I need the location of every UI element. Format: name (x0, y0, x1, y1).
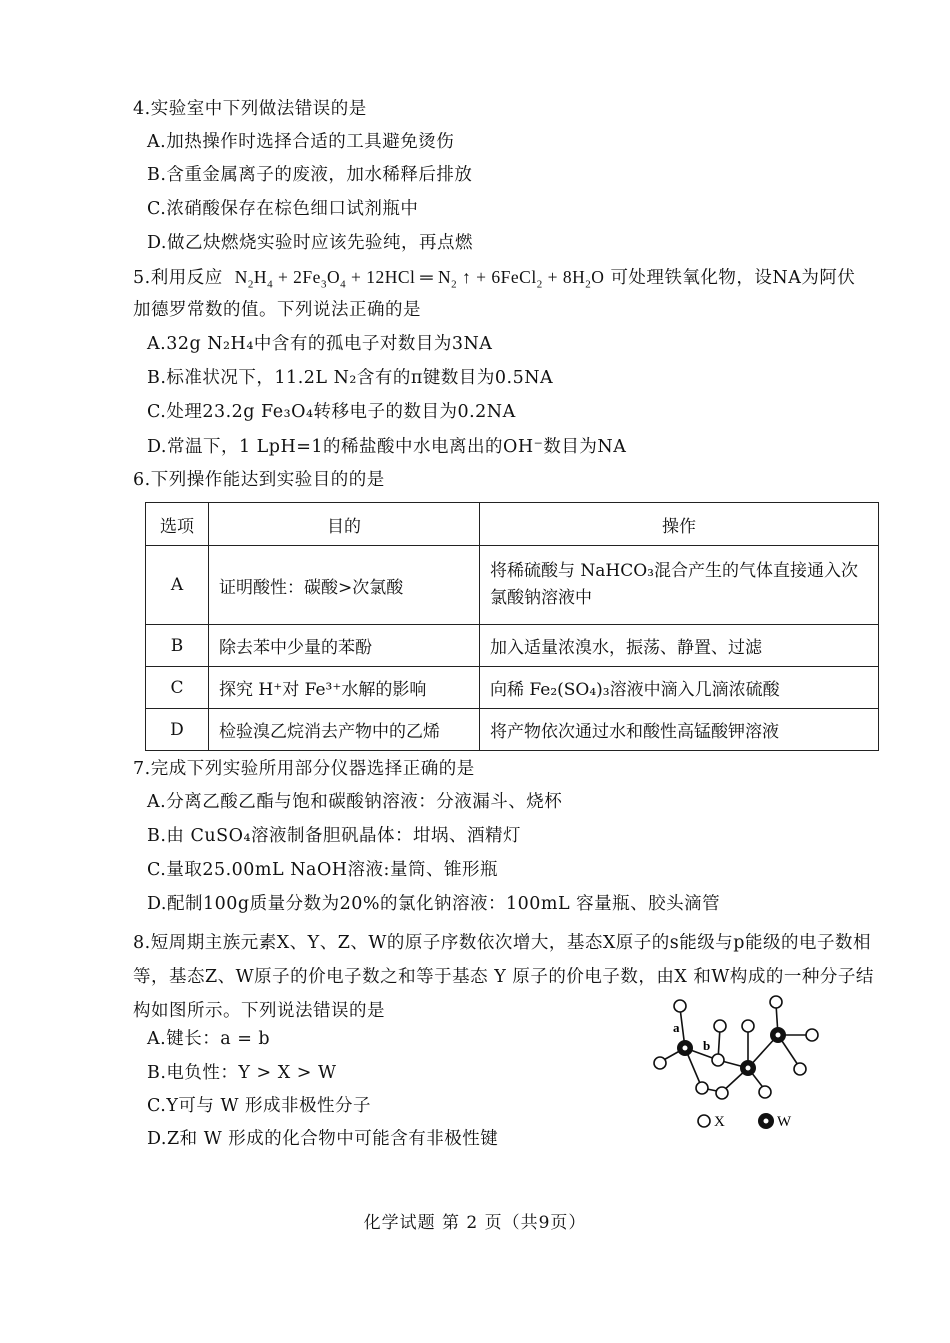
table-row (146, 625, 879, 667)
q5-option-a: A.32g N₂H₄中含有的孤电子对数目为3NA (147, 334, 493, 354)
q7-option-c: C.量取25.00mL NaOH溶液:量筒、锥形瓶 (147, 860, 498, 880)
q5-option-b: B.标准状况下，11.2L N₂含有的π键数目为0.5NA (147, 368, 554, 388)
header-option: 选项 (146, 503, 209, 546)
row-label: D (146, 709, 209, 751)
x-atom (770, 996, 782, 1008)
bond-label-b: b (703, 1038, 711, 1053)
bond-label-a: a (673, 1020, 680, 1035)
row-purpose: 检验溴乙烷消去产物中的乙烯 (209, 709, 480, 751)
q8-option-a: A.键长：a = b (147, 1029, 271, 1049)
q4-option-d: D.做乙炔燃烧实验时应该先验纯，再点燃 (147, 233, 473, 253)
q8-option-b: B.电负性：Y > X > W (147, 1063, 337, 1083)
q4-stem: 4.实验室中下列做法错误的是 (133, 99, 367, 119)
q7-stem: 7.完成下列实验所用部分仪器选择正确的是 (133, 759, 475, 779)
table-row (146, 546, 879, 625)
table-row (146, 709, 879, 751)
q8-option-d: D.Z和 W 形成的化合物中可能含有非极性键 (147, 1129, 499, 1149)
q5-option-d: D.常温下，1 LpH=1的稀盐酸中水电离出的OH⁻数目为NA (147, 437, 627, 457)
table-row (146, 667, 879, 709)
row-label: A (146, 546, 209, 625)
q8-stem: 8.短周期主族元素X、Y、Z、W的原子序数依次增大，基态X原子的s能级与p能级的电子数相等，基态Z、W原子的价电子数之和等于基态 Y 原子的价电子数，由X 和W构成的一种分子结构如图所示。下列说法错误的是 (133, 933, 874, 1021)
row-operation: 将产物依次通过水和酸性高锰酸钾溶液 (480, 709, 879, 751)
row-operation: 向稀 Fe₂(SO₄)₃溶液中滴入几滴浓硫酸 (480, 667, 879, 709)
q5-stem-prefix: 5.利用反应 (133, 268, 223, 288)
row-purpose: 探究 H⁺对 Fe³⁺水解的影响 (209, 667, 480, 709)
header-purpose: 目的 (209, 503, 480, 546)
q8-option-c: C.Y可与 W 形成非极性分子 (147, 1096, 371, 1116)
row-label: C (146, 667, 209, 709)
q4-option-b: B.含重金属离子的废液，加水稀释后排放 (147, 165, 473, 185)
q5-option-c: C.处理23.2g Fe₃O₄转移电子的数目为0.2NA (147, 402, 516, 422)
x-atom (714, 1020, 726, 1032)
legend-x-icon (698, 1115, 710, 1127)
q6-stem: 6.下列操作能达到实验目的的是 (133, 470, 385, 490)
x-atom (712, 1054, 724, 1066)
q4-option-c: C.浓硝酸保存在棕色细口试剂瓶中 (147, 199, 419, 219)
row-purpose: 除去苯中少量的苯酚 (209, 625, 480, 667)
q5-stem-line2: 加德罗常数的值。下列说法正确的是 (133, 300, 421, 320)
molecule-structure-figure (640, 990, 840, 1135)
row-label: B (146, 625, 209, 667)
q6-table (145, 502, 879, 751)
x-atom (716, 1087, 728, 1099)
q5-equation: $N_2H_4 + 2Fe_3O_4 + 12HCl$ ═ $N_2$ ↑ + 6FeCl$_2$ + $8H_2O$ (234, 267, 605, 291)
q4-option-a: A.加热操作时选择合适的工具避免烫伤 (147, 132, 455, 152)
x-atom (654, 1057, 666, 1069)
q7-option-b: B.由 CuSO₄溶液制备胆矾晶体：坩埚、酒精灯 (147, 826, 521, 846)
q7-option-a: A.分离乙酸乙酯与饱和碳酸钠溶液：分液漏斗、烧杯 (147, 792, 563, 812)
row-operation: 加入适量浓溴水，振荡、静置、过滤 (480, 625, 879, 667)
legend-w-label: W (777, 1114, 792, 1130)
x-atom (674, 1000, 686, 1012)
q5-stem-suffix: 可处理铁氧化物，设NA为阿伏 (610, 268, 856, 288)
x-atom (806, 1029, 818, 1041)
x-atom (794, 1063, 806, 1075)
x-atom (742, 1020, 754, 1032)
table-header-row (146, 503, 879, 546)
x-atom (696, 1082, 708, 1094)
header-operation: 操作 (480, 503, 879, 546)
legend-x-label: X (714, 1114, 725, 1130)
row-operation: 将稀硫酸与 NaHCO₃混合产生的气体直接通入次氯酸钠溶液中 (480, 546, 879, 625)
page-footer: 化学试题 第 2 页（共9页） (363, 1213, 587, 1233)
row-purpose: 证明酸性：碳酸>次氯酸 (209, 546, 480, 625)
x-atom (759, 1086, 771, 1098)
q5-stem-line1 (133, 265, 855, 290)
q7-option-d: D.配制100g质量分数为20%的氯化钠溶液：100mL 容量瓶、胶头滴管 (147, 894, 721, 914)
